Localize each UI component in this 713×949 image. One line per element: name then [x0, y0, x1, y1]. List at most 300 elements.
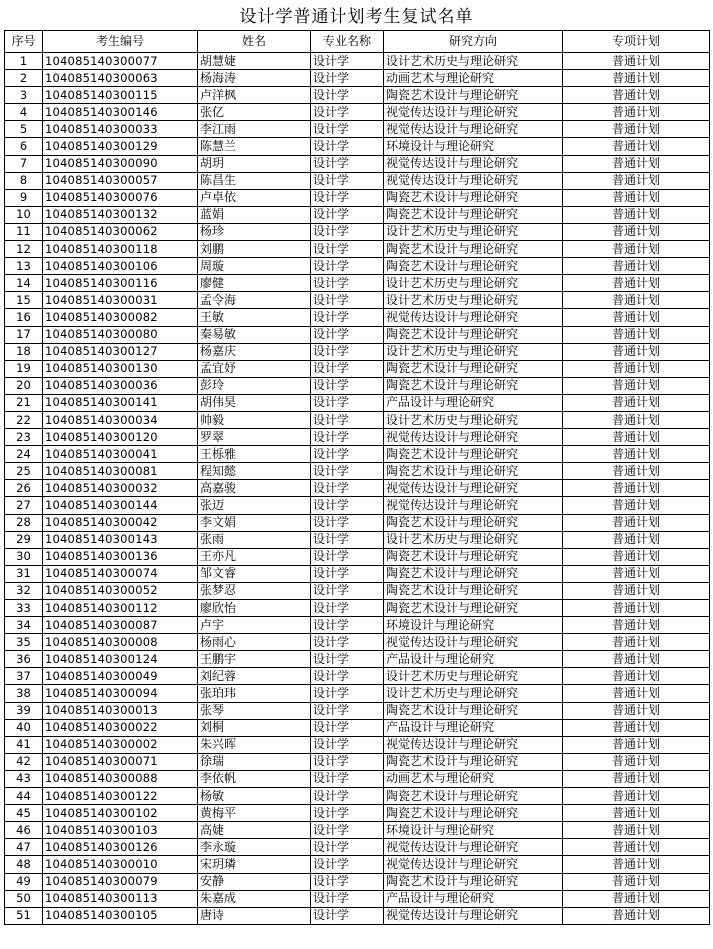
cell-major: 设计学 [311, 907, 384, 924]
cell-research-direction: 设计艺术历史与理论研究 [384, 223, 563, 240]
cell-major: 设计学 [311, 770, 384, 787]
cell-seq: 11 [5, 223, 43, 240]
cell-research-direction: 陶瓷艺术设计与理论研究 [384, 788, 563, 805]
cell-exam-id: 104085140300127 [43, 343, 198, 360]
cell-special-plan: 普通计划 [563, 104, 710, 121]
cell-special-plan: 普通计划 [563, 514, 710, 531]
cell-research-direction: 动画艺术与理论研究 [384, 770, 563, 787]
cell-seq: 19 [5, 360, 43, 377]
table-row [5, 736, 710, 753]
cell-major: 设计学 [311, 582, 384, 599]
cell-seq: 3 [5, 87, 43, 104]
cell-research-direction: 视觉传达设计与理论研究 [384, 429, 563, 446]
cell-special-plan: 普通计划 [563, 70, 710, 87]
table-row [5, 275, 710, 292]
cell-major: 设计学 [311, 651, 384, 668]
cell-research-direction: 视觉传达设计与理论研究 [384, 736, 563, 753]
cell-special-plan: 普通计划 [563, 890, 710, 907]
table-row [5, 582, 710, 599]
cell-special-plan: 普通计划 [563, 309, 710, 326]
table-row [5, 651, 710, 668]
cell-name: 卢宇 [198, 617, 311, 634]
table-row [5, 155, 710, 172]
table-row [5, 873, 710, 890]
table-row [5, 548, 710, 565]
cell-special-plan: 普通计划 [563, 600, 710, 617]
table-row [5, 856, 710, 873]
cell-major: 设计学 [311, 873, 384, 890]
cell-research-direction: 陶瓷艺术设计与理论研究 [384, 87, 563, 104]
cell-major: 设计学 [311, 104, 384, 121]
cell-special-plan: 普通计划 [563, 582, 710, 599]
cell-major: 设计学 [311, 394, 384, 411]
table-row [5, 770, 710, 787]
cell-major: 设计学 [311, 70, 384, 87]
table-row [5, 446, 710, 463]
cell-special-plan: 普通计划 [563, 685, 710, 702]
cell-exam-id: 104085140300074 [43, 565, 198, 582]
cell-name: 刘纪蓉 [198, 668, 311, 685]
cell-name: 张梦忍 [198, 582, 311, 599]
cell-seq: 5 [5, 121, 43, 138]
cell-seq: 31 [5, 565, 43, 582]
table-row [5, 753, 710, 770]
cell-special-plan: 普通计划 [563, 326, 710, 343]
cell-seq: 38 [5, 685, 43, 702]
cell-name: 朱兴晖 [198, 736, 311, 753]
cell-special-plan: 普通计划 [563, 138, 710, 155]
cell-special-plan: 普通计划 [563, 241, 710, 258]
cell-special-plan: 普通计划 [563, 429, 710, 446]
cell-name: 杨海涛 [198, 70, 311, 87]
cell-research-direction: 陶瓷艺术设计与理论研究 [384, 377, 563, 394]
cell-seq: 10 [5, 206, 43, 223]
cell-name: 王栎雅 [198, 446, 311, 463]
cell-special-plan: 普通计划 [563, 702, 710, 719]
cell-exam-id: 104085140300132 [43, 206, 198, 223]
cell-special-plan: 普通计划 [563, 873, 710, 890]
cell-major: 设计学 [311, 600, 384, 617]
cell-major: 设计学 [311, 377, 384, 394]
cell-research-direction: 陶瓷艺术设计与理论研究 [384, 446, 563, 463]
table-row [5, 890, 710, 907]
cell-major: 设计学 [311, 565, 384, 582]
cell-research-direction: 陶瓷艺术设计与理论研究 [384, 582, 563, 599]
cell-seq: 28 [5, 514, 43, 531]
cell-name: 王鹏宇 [198, 651, 311, 668]
cell-research-direction: 动画艺术与理论研究 [384, 70, 563, 87]
cell-name: 张珀玮 [198, 685, 311, 702]
cell-exam-id: 104085140300042 [43, 514, 198, 531]
cell-research-direction: 产品设计与理论研究 [384, 890, 563, 907]
cell-major: 设计学 [311, 155, 384, 172]
cell-exam-id: 104085140300141 [43, 394, 198, 411]
header-research-direction: 研究方向 [384, 31, 563, 53]
cell-exam-id: 104085140300002 [43, 736, 198, 753]
table-body [5, 53, 710, 925]
cell-major: 设计学 [311, 53, 384, 70]
cell-exam-id: 104085140300094 [43, 685, 198, 702]
cell-exam-id: 104085140300041 [43, 446, 198, 463]
cell-seq: 40 [5, 719, 43, 736]
cell-research-direction: 陶瓷艺术设计与理论研究 [384, 702, 563, 719]
cell-seq: 23 [5, 429, 43, 446]
cell-research-direction: 陶瓷艺术设计与理论研究 [384, 805, 563, 822]
cell-seq: 41 [5, 736, 43, 753]
table-row [5, 463, 710, 480]
cell-exam-id: 104085140300102 [43, 805, 198, 822]
cell-exam-id: 104085140300090 [43, 155, 198, 172]
table-row [5, 87, 710, 104]
table-row [5, 343, 710, 360]
cell-exam-id: 104085140300036 [43, 377, 198, 394]
cell-seq: 8 [5, 172, 43, 189]
cell-special-plan: 普通计划 [563, 206, 710, 223]
cell-research-direction: 陶瓷艺术设计与理论研究 [384, 258, 563, 275]
cell-major: 设计学 [311, 275, 384, 292]
table-row [5, 377, 710, 394]
cell-exam-id: 104085140300129 [43, 138, 198, 155]
table-row [5, 360, 710, 377]
table-row [5, 600, 710, 617]
cell-research-direction: 视觉传达设计与理论研究 [384, 480, 563, 497]
cell-research-direction: 视觉传达设计与理论研究 [384, 155, 563, 172]
cell-exam-id: 104085140300116 [43, 275, 198, 292]
cell-seq: 21 [5, 394, 43, 411]
table-row [5, 429, 710, 446]
cell-major: 设计学 [311, 360, 384, 377]
cell-exam-id: 104085140300120 [43, 429, 198, 446]
cell-research-direction: 设计艺术历史与理论研究 [384, 531, 563, 548]
cell-seq: 15 [5, 292, 43, 309]
table-row [5, 326, 710, 343]
cell-research-direction: 陶瓷艺术设计与理论研究 [384, 514, 563, 531]
cell-research-direction: 陶瓷艺术设计与理论研究 [384, 206, 563, 223]
cell-name: 张琴 [198, 702, 311, 719]
table-row [5, 531, 710, 548]
cell-seq: 18 [5, 343, 43, 360]
cell-name: 王亦凡 [198, 548, 311, 565]
cell-exam-id: 104085140300076 [43, 189, 198, 206]
cell-seq: 34 [5, 617, 43, 634]
table-row [5, 702, 710, 719]
table-row [5, 411, 710, 428]
cell-special-plan: 普通计划 [563, 292, 710, 309]
cell-name: 徐瑞 [198, 753, 311, 770]
cell-name: 李文娟 [198, 514, 311, 531]
cell-name: 王敏 [198, 309, 311, 326]
cell-seq: 48 [5, 856, 43, 873]
cell-major: 设计学 [311, 668, 384, 685]
cell-major: 设计学 [311, 702, 384, 719]
cell-research-direction: 陶瓷艺术设计与理论研究 [384, 241, 563, 258]
cell-exam-id: 104085140300008 [43, 634, 198, 651]
cell-name: 彭玲 [198, 377, 311, 394]
cell-name: 周璇 [198, 258, 311, 275]
cell-special-plan: 普通计划 [563, 719, 710, 736]
cell-exam-id: 104085140300022 [43, 719, 198, 736]
table-row [5, 805, 710, 822]
candidate-table [4, 30, 710, 925]
cell-major: 设计学 [311, 429, 384, 446]
cell-seq: 49 [5, 873, 43, 890]
cell-seq: 6 [5, 138, 43, 155]
cell-special-plan: 普通计划 [563, 223, 710, 240]
cell-seq: 2 [5, 70, 43, 87]
cell-seq: 35 [5, 634, 43, 651]
cell-exam-id: 104085140300031 [43, 292, 198, 309]
cell-research-direction: 设计艺术历史与理论研究 [384, 411, 563, 428]
cell-major: 设计学 [311, 719, 384, 736]
cell-special-plan: 普通计划 [563, 753, 710, 770]
table-row [5, 138, 710, 155]
cell-research-direction: 设计艺术历史与理论研究 [384, 343, 563, 360]
cell-seq: 25 [5, 463, 43, 480]
cell-special-plan: 普通计划 [563, 463, 710, 480]
cell-exam-id: 104085140300144 [43, 497, 198, 514]
cell-special-plan: 普通计划 [563, 275, 710, 292]
cell-major: 设计学 [311, 326, 384, 343]
cell-research-direction: 环境设计与理论研究 [384, 822, 563, 839]
cell-exam-id: 104085140300105 [43, 907, 198, 924]
cell-seq: 24 [5, 446, 43, 463]
cell-exam-id: 104085140300143 [43, 531, 198, 548]
cell-special-plan: 普通计划 [563, 394, 710, 411]
table-row [5, 309, 710, 326]
cell-seq: 51 [5, 907, 43, 924]
cell-exam-id: 104085140300062 [43, 223, 198, 240]
cell-seq: 7 [5, 155, 43, 172]
cell-seq: 22 [5, 411, 43, 428]
cell-research-direction: 设计艺术历史与理论研究 [384, 292, 563, 309]
table-row [5, 172, 710, 189]
cell-research-direction: 陶瓷艺术设计与理论研究 [384, 463, 563, 480]
cell-name: 唐诗 [198, 907, 311, 924]
cell-exam-id: 104085140300080 [43, 326, 198, 343]
table-row [5, 104, 710, 121]
cell-seq: 29 [5, 531, 43, 548]
cell-name: 陈昌生 [198, 172, 311, 189]
cell-special-plan: 普通计划 [563, 788, 710, 805]
cell-seq: 30 [5, 548, 43, 565]
header-seq: 序号 [5, 31, 43, 53]
cell-name: 张迈 [198, 497, 311, 514]
cell-special-plan: 普通计划 [563, 565, 710, 582]
cell-special-plan: 普通计划 [563, 856, 710, 873]
cell-exam-id: 104085140300052 [43, 582, 198, 599]
cell-name: 罗翠 [198, 429, 311, 446]
cell-seq: 12 [5, 241, 43, 258]
cell-seq: 50 [5, 890, 43, 907]
table-row [5, 907, 710, 924]
cell-major: 设计学 [311, 548, 384, 565]
cell-major: 设计学 [311, 411, 384, 428]
cell-exam-id: 104085140300122 [43, 788, 198, 805]
cell-name: 刘鹏 [198, 241, 311, 258]
cell-research-direction: 视觉传达设计与理论研究 [384, 839, 563, 856]
cell-major: 设计学 [311, 172, 384, 189]
cell-name: 杨珍 [198, 223, 311, 240]
table-row [5, 53, 710, 70]
cell-seq: 17 [5, 326, 43, 343]
cell-name: 高嘉骏 [198, 480, 311, 497]
cell-exam-id: 104085140300113 [43, 890, 198, 907]
cell-research-direction: 产品设计与理论研究 [384, 394, 563, 411]
cell-special-plan: 普通计划 [563, 189, 710, 206]
cell-name: 卢洋枫 [198, 87, 311, 104]
cell-research-direction: 视觉传达设计与理论研究 [384, 121, 563, 138]
table-row [5, 223, 710, 240]
cell-major: 设计学 [311, 121, 384, 138]
cell-exam-id: 104085140300071 [43, 753, 198, 770]
header-major: 专业名称 [311, 31, 384, 53]
cell-name: 邹文睿 [198, 565, 311, 582]
cell-major: 设计学 [311, 890, 384, 907]
cell-research-direction: 陶瓷艺术设计与理论研究 [384, 548, 563, 565]
page-title: 设计学普通计划考生复试名单 [239, 7, 474, 27]
cell-research-direction: 设计艺术历史与理论研究 [384, 275, 563, 292]
cell-research-direction: 陶瓷艺术设计与理论研究 [384, 565, 563, 582]
cell-name: 张亿 [198, 104, 311, 121]
cell-special-plan: 普通计划 [563, 805, 710, 822]
cell-research-direction: 视觉传达设计与理论研究 [384, 104, 563, 121]
cell-exam-id: 104085140300103 [43, 822, 198, 839]
cell-name: 帅毅 [198, 411, 311, 428]
cell-research-direction: 设计艺术历史与理论研究 [384, 53, 563, 70]
cell-exam-id: 104085140300049 [43, 668, 198, 685]
table-row [5, 617, 710, 634]
cell-major: 设计学 [311, 138, 384, 155]
cell-major: 设计学 [311, 805, 384, 822]
cell-seq: 14 [5, 275, 43, 292]
cell-seq: 43 [5, 770, 43, 787]
cell-major: 设计学 [311, 617, 384, 634]
cell-major: 设计学 [311, 223, 384, 240]
cell-name: 胡慧婕 [198, 53, 311, 70]
cell-major: 设计学 [311, 446, 384, 463]
cell-seq: 26 [5, 480, 43, 497]
cell-major: 设计学 [311, 463, 384, 480]
cell-major: 设计学 [311, 343, 384, 360]
cell-research-direction: 陶瓷艺术设计与理论研究 [384, 360, 563, 377]
cell-research-direction: 陶瓷艺术设计与理论研究 [384, 189, 563, 206]
cell-exam-id: 104085140300115 [43, 87, 198, 104]
cell-name: 杨雨心 [198, 634, 311, 651]
cell-exam-id: 104085140300124 [43, 651, 198, 668]
table-row [5, 480, 710, 497]
cell-name: 秦易敏 [198, 326, 311, 343]
table-row [5, 514, 710, 531]
cell-seq: 37 [5, 668, 43, 685]
cell-major: 设计学 [311, 480, 384, 497]
cell-research-direction: 视觉传达设计与理论研究 [384, 497, 563, 514]
cell-special-plan: 普通计划 [563, 377, 710, 394]
cell-research-direction: 设计艺术历史与理论研究 [384, 668, 563, 685]
cell-seq: 20 [5, 377, 43, 394]
cell-seq: 42 [5, 753, 43, 770]
cell-seq: 47 [5, 839, 43, 856]
cell-major: 设计学 [311, 258, 384, 275]
cell-seq: 33 [5, 600, 43, 617]
cell-special-plan: 普通计划 [563, 497, 710, 514]
cell-special-plan: 普通计划 [563, 172, 710, 189]
table-row [5, 822, 710, 839]
cell-name: 程知懿 [198, 463, 311, 480]
cell-exam-id: 104085140300063 [43, 70, 198, 87]
cell-exam-id: 104085140300112 [43, 600, 198, 617]
cell-exam-id: 104085140300146 [43, 104, 198, 121]
cell-major: 设计学 [311, 736, 384, 753]
cell-exam-id: 104085140300034 [43, 411, 198, 428]
cell-major: 设计学 [311, 839, 384, 856]
cell-name: 廖健 [198, 275, 311, 292]
cell-special-plan: 普通计划 [563, 531, 710, 548]
table-row [5, 497, 710, 514]
cell-exam-id: 104085140300082 [43, 309, 198, 326]
cell-exam-id: 104085140300033 [43, 121, 198, 138]
cell-major: 设计学 [311, 241, 384, 258]
header-exam-id: 考生编号 [43, 31, 198, 53]
cell-special-plan: 普通计划 [563, 822, 710, 839]
cell-name: 杨敏 [198, 788, 311, 805]
header-name: 姓名 [198, 31, 311, 53]
cell-special-plan: 普通计划 [563, 446, 710, 463]
cell-major: 设计学 [311, 685, 384, 702]
cell-exam-id: 104085140300079 [43, 873, 198, 890]
cell-seq: 32 [5, 582, 43, 599]
cell-research-direction: 陶瓷艺术设计与理论研究 [384, 326, 563, 343]
cell-exam-id: 104085140300088 [43, 770, 198, 787]
cell-name: 高婕 [198, 822, 311, 839]
table-row [5, 121, 710, 138]
cell-research-direction: 陶瓷艺术设计与理论研究 [384, 753, 563, 770]
cell-research-direction: 产品设计与理论研究 [384, 719, 563, 736]
cell-seq: 39 [5, 702, 43, 719]
cell-special-plan: 普通计划 [563, 87, 710, 104]
table-row [5, 788, 710, 805]
cell-name: 张雨 [198, 531, 311, 548]
cell-exam-id: 104085140300057 [43, 172, 198, 189]
cell-exam-id: 104085140300118 [43, 241, 198, 258]
cell-exam-id: 104085140300126 [43, 839, 198, 856]
cell-name: 孟令海 [198, 292, 311, 309]
cell-seq: 45 [5, 805, 43, 822]
cell-special-plan: 普通计划 [563, 736, 710, 753]
cell-research-direction: 环境设计与理论研究 [384, 138, 563, 155]
table-row [5, 189, 710, 206]
table-row [5, 206, 710, 223]
cell-seq: 44 [5, 788, 43, 805]
cell-special-plan: 普通计划 [563, 634, 710, 651]
cell-name: 朱嘉成 [198, 890, 311, 907]
cell-major: 设计学 [311, 634, 384, 651]
cell-major: 设计学 [311, 788, 384, 805]
cell-research-direction: 视觉传达设计与理论研究 [384, 172, 563, 189]
cell-special-plan: 普通计划 [563, 770, 710, 787]
cell-research-direction: 陶瓷艺术设计与理论研究 [384, 600, 563, 617]
cell-seq: 1 [5, 53, 43, 70]
table-row [5, 668, 710, 685]
cell-special-plan: 普通计划 [563, 480, 710, 497]
header-special-plan: 专项计划 [563, 31, 710, 53]
cell-name: 杨嘉庆 [198, 343, 311, 360]
cell-special-plan: 普通计划 [563, 548, 710, 565]
cell-major: 设计学 [311, 497, 384, 514]
cell-seq: 4 [5, 104, 43, 121]
cell-research-direction: 环境设计与理论研究 [384, 617, 563, 634]
cell-name: 蓝娟 [198, 206, 311, 223]
cell-seq: 9 [5, 189, 43, 206]
